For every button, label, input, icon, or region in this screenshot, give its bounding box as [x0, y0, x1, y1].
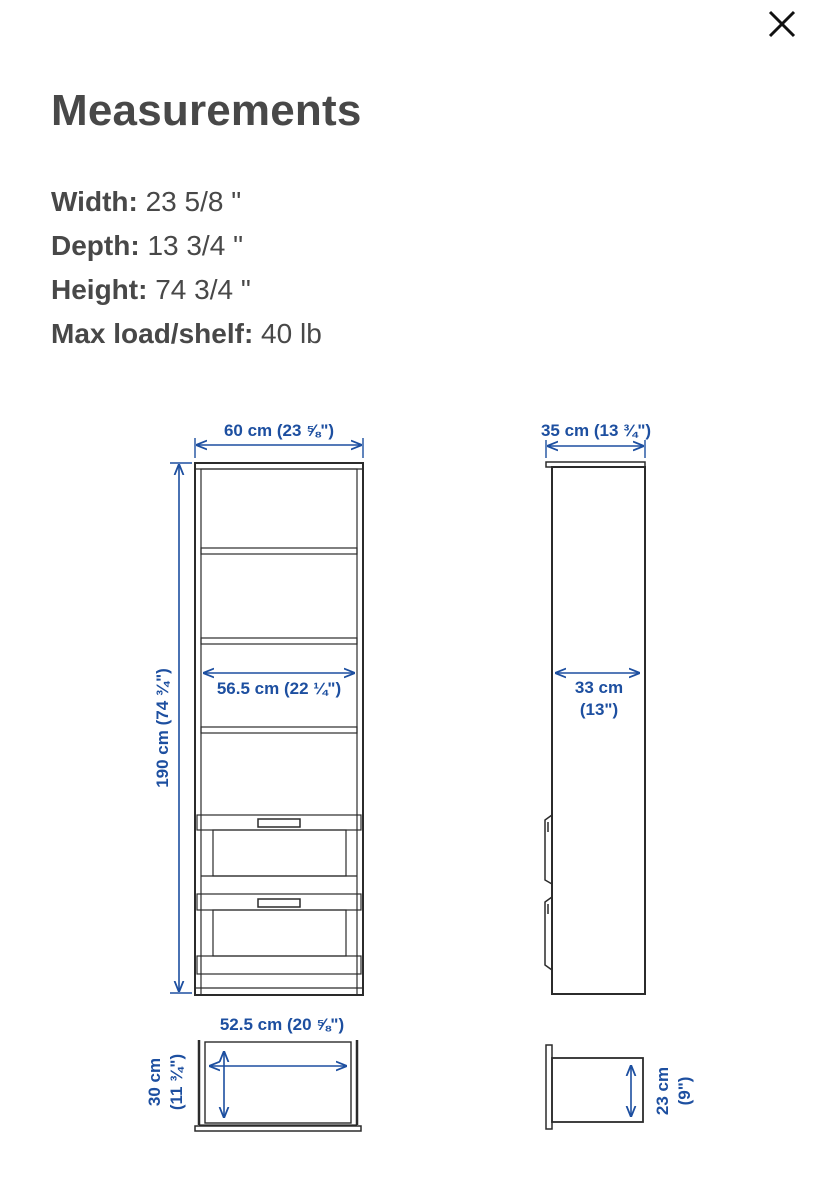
spec-max-load — [51, 312, 322, 356]
drawer-top-view — [195, 1040, 361, 1131]
drawer-depth-label-inch: (11 ¾") — [167, 1053, 186, 1111]
spec-height — [51, 268, 322, 312]
side-depth-label: 35 cm (13 ¾") — [540, 421, 652, 440]
page-title: Measurements — [51, 86, 362, 135]
front-height-label: 190 cm (74 ¾") — [153, 668, 172, 788]
spec-value: 40 lb — [261, 318, 322, 349]
front-view — [195, 463, 363, 995]
drawer-depth-label: 30 cm — [145, 1057, 164, 1107]
spec-value: 13 3/4 " — [147, 230, 244, 261]
spec-label: Depth: — [51, 230, 140, 261]
close-button[interactable] — [762, 4, 802, 44]
measurement-diagram — [0, 400, 840, 1180]
drawer-height-label-inch: (9") — [675, 1076, 694, 1106]
inner-depth-label: 33 cm — [574, 678, 624, 697]
drawer-height-label: 23 cm — [653, 1066, 672, 1116]
side-depth-dimension — [546, 440, 645, 458]
spec-list — [51, 180, 322, 356]
side-view — [545, 462, 645, 994]
front-height-dimension — [170, 463, 192, 993]
inner-width-label: 56.5 cm (22 ¼") — [216, 679, 342, 698]
close-icon — [767, 9, 797, 39]
spec-value: 74 3/4 " — [155, 274, 251, 305]
spec-width — [51, 180, 322, 224]
spec-label: Width: — [51, 186, 138, 217]
spec-depth — [51, 224, 322, 268]
inner-depth-label-inch: (13") — [579, 700, 619, 719]
spec-value: 23 5/8 " — [145, 186, 242, 217]
spec-label: Max load/shelf: — [51, 318, 254, 349]
spec-label: Height: — [51, 274, 148, 305]
front-width-dimension — [195, 438, 363, 458]
front-width-label: 60 cm (23 ⅝") — [223, 421, 335, 440]
drawer-width-label: 52.5 cm (20 ⅝") — [219, 1015, 345, 1034]
drawer-side-view — [546, 1045, 643, 1129]
